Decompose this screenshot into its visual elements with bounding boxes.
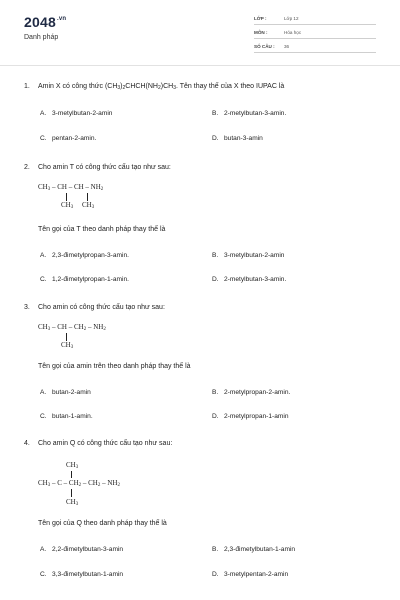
bond-line <box>71 489 72 497</box>
question-text: Amin X có công thức $(CH_3)_2CHCH(NH_2)CH_3$. Tên thay thế của X theo IUPAC là <box>38 83 285 91</box>
bond-line <box>87 193 88 201</box>
option-a[interactable]: A. 2,3-đimetylpropan-3-amin. <box>40 252 129 259</box>
info-label: SỐ CÂU : <box>254 44 275 49</box>
option-a[interactable]: A. butan-2-amin <box>40 389 91 396</box>
info-value: Hóa học <box>284 30 302 35</box>
bond-line <box>66 333 67 341</box>
question-text: Cho amin Q có công thức cấu tạo như sau: <box>38 440 173 447</box>
formula-main-chain: $CH_3$ – CH – CH – $NH_2$ <box>38 183 104 192</box>
subject-title: Danh pháp <box>24 34 59 41</box>
structural-formula <box>38 323 198 359</box>
info-label: MÔN : <box>254 30 268 35</box>
question-number: 3. <box>24 304 30 311</box>
question-text: Cho amin T có công thức cấu tạo như sau: <box>38 164 171 171</box>
option-b[interactable]: B. 2,3-đimetylbutan-1-amin <box>212 546 296 553</box>
option-b[interactable]: B. 2-metylbutan-3-amin. <box>212 110 287 117</box>
formula-main-chain: $CH_3$ – CH – $CH_2 - NH_2$ <box>38 323 106 332</box>
logo-suffix: .vn <box>56 16 67 22</box>
header-divider <box>0 65 400 66</box>
formula-substituent: $CH_3$ <box>66 461 79 470</box>
question-stem: Tên gọi của amin trên theo danh pháp thay thế là <box>38 363 191 370</box>
option-c[interactable]: C. butan-1-amin. <box>40 413 93 420</box>
structural-formula <box>38 461 218 511</box>
question-stem: Tên gọi của Q theo danh pháp thay thế là <box>38 520 167 527</box>
option-b[interactable]: B. 2-metylpropan-2-amin. <box>212 389 291 396</box>
option-d[interactable]: D. 2-metylpropan-1-amin <box>212 413 289 420</box>
question-3 <box>24 303 384 433</box>
formula-main-chain: $CH_3$ – C – $CH_2 - CH_2 - NH_2$ <box>38 479 120 488</box>
question-number: 1. <box>24 83 30 90</box>
info-value: 36 <box>284 44 290 49</box>
question-text: Cho amin có công thức cấu tạo như sau: <box>38 304 165 311</box>
info-subject <box>254 29 376 39</box>
info-value: Lớp 12 <box>284 16 299 21</box>
option-c[interactable]: C. pentan-2-amin. <box>40 135 97 142</box>
formula-substituent: $CH_3$ <box>66 498 79 507</box>
question-4 <box>24 439 384 589</box>
question-2 <box>24 163 384 293</box>
option-a[interactable]: A. 2,2-đimetylbutan-3-amin <box>40 546 124 553</box>
header <box>0 0 400 60</box>
option-d[interactable]: D. butan-3-amin <box>212 135 263 142</box>
option-d[interactable]: D. 2-metylbutan-3-amin. <box>212 276 287 283</box>
logo-text: 2048 <box>24 14 56 30</box>
formula-substituent: $CH_3$ <box>82 201 95 210</box>
formula-substituent: $CH_3$ <box>61 341 74 350</box>
formula-substituent: $CH_3$ <box>61 201 74 210</box>
option-d[interactable]: D. 3-metylpentan-2-amin <box>212 571 289 578</box>
bond-line <box>71 471 72 478</box>
question-number: 4. <box>24 440 30 447</box>
option-b[interactable]: B. 3-metylbutan-2-amin <box>212 252 285 259</box>
option-c[interactable]: C. 3,3-đimetylbutan-1-amin <box>40 571 124 578</box>
bond-line <box>66 193 67 201</box>
structural-formula <box>38 183 178 219</box>
info-label: LỚP : <box>254 16 267 21</box>
option-c[interactable]: C. 1,2-đimetylpropan-1-amin. <box>40 276 129 283</box>
question-number: 2. <box>24 164 30 171</box>
question-stem: Tên gọi của T theo danh pháp thay thế là <box>38 226 166 233</box>
logo <box>24 14 66 30</box>
option-a[interactable]: A. 3-metylbutan-2-amin <box>40 110 113 117</box>
info-count <box>254 43 376 53</box>
info-class <box>254 15 376 25</box>
question-1 <box>24 82 384 162</box>
